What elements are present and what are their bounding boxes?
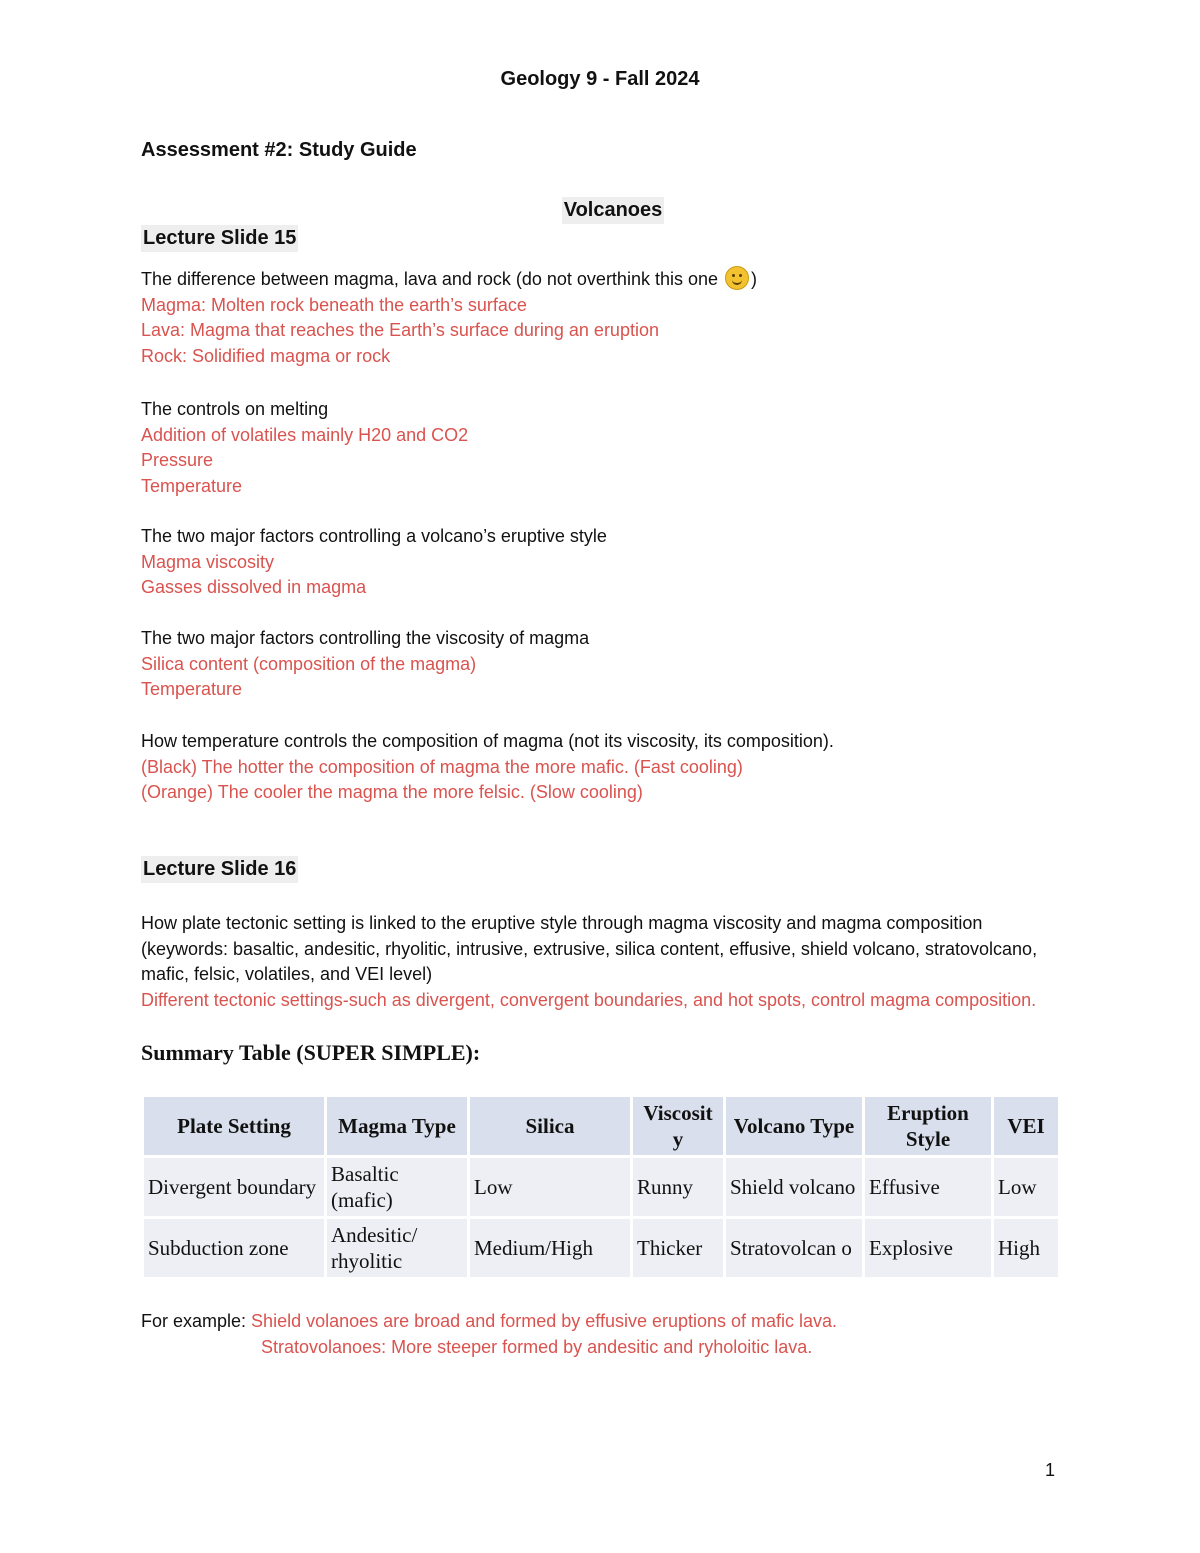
q1-answer-rock: Rock: Solidified magma or rock [141,345,391,366]
q5-answer-hotter: (Black) The hotter the composition of magma the more mafic. (Fast cooling) [141,756,743,777]
slightly-smiling-face-icon [725,266,749,290]
q3-prompt: The two major factors controlling a volcano’s eruptive style [141,526,607,546]
slide16-prompt: How plate tectonic setting is linked to the eruptive style through magma viscosity and magma composition (keywords: basaltic, andesitic, rhyolitic, intrusive, extrusive, silica content, effusive, shield volcano, stratovolcano, mafic, felsic, volatiles, and VEI level) [141,913,1038,984]
table-cell: Thicker [633,1219,723,1277]
example-strato: Stratovolanoes: More steeper formed by andesitic and ryholoitic lava. [261,1336,813,1357]
q1-prompt-text: The difference between magma, lava and rock (do not overthink this one [141,269,724,289]
q5-prompt: How temperature controls the composition of magma (not its viscosity, its composition). [141,731,834,751]
slide16-question [141,911,1061,1013]
q4-answer-silica: Silica content (composition of the magma) [141,653,477,674]
slide15-q2 [141,397,468,499]
table-cell: Effusive [865,1158,991,1216]
q5-answer-cooler: (Orange) The cooler the magma the more felsic. (Slow cooling) [141,782,643,802]
slide16-answer: Different tectonic settings-such as divergent, convergent boundaries, and hot spots, control magma composition. [141,989,1037,1010]
table-cell: Stratovolcan o [726,1219,862,1277]
table-cell: Subduction zone [144,1219,324,1277]
col-magma-type: Magma Type [327,1097,467,1155]
col-plate-setting: Plate Setting [144,1097,324,1155]
slide15-q3 [141,524,607,601]
summary-table-title: Summary Table (SUPER SIMPLE): [141,1040,481,1065]
col-volcano-type: Volcano Type [726,1097,862,1155]
table-row [144,1158,1058,1216]
section-title: Volcanoes [562,197,665,224]
q3-answer-gasses: Gasses dissolved in magma [141,577,367,597]
table-cell: Runny [633,1158,723,1216]
table-cell: Explosive [865,1219,991,1277]
q2-answer-temperature: Temperature [141,475,243,496]
q4-prompt: The two major factors controlling the viscosity of magma [141,628,590,648]
table-cell: Andesitic/ rhyolitic [327,1219,467,1277]
examples-block [141,1309,837,1360]
table-cell: High [994,1219,1058,1277]
col-vei: VEI [994,1097,1058,1155]
assessment-title: Assessment #2: Study Guide [141,139,417,161]
slide15-q1 [141,266,757,369]
page-number: 1 [1045,1460,1056,1480]
q2-answer-pressure: Pressure [141,450,214,470]
slide15-heading: Lecture Slide 15 [141,225,298,252]
course-title: Geology 9 - Fall 2024 [500,68,700,90]
q1-prompt-close: ) [751,269,758,289]
example-line-1 [141,1309,837,1335]
table-cell: Medium/High [470,1219,630,1277]
table-cell: Low [470,1158,630,1216]
q2-answer-volatiles: Addition of volatiles mainly H20 and CO2 [141,424,469,445]
q2-prompt: The controls on melting [141,399,329,419]
slide15-q4 [141,626,589,703]
example-label: For example: [141,1311,252,1331]
summary-table [141,1094,1061,1280]
q1-answer-lava: Lava: Magma that reaches the Earth’s surface during an eruption [141,320,659,340]
q3-answer-viscosity: Magma viscosity [141,551,275,572]
example-shield: Shield volanoes are broad and formed by effusive eruptions of mafic lava. [251,1311,838,1331]
table-row [144,1219,1058,1277]
section-title-wrap [141,197,1085,224]
q1-answer-magma: Magma: Molten rock beneath the earth’s surface [141,294,527,315]
table-cell: Low [994,1158,1058,1216]
table-cell: Shield volcano [726,1158,862,1216]
table-header-row [144,1097,1058,1155]
col-eruption-style: Eruption Style [865,1097,991,1155]
q1-prompt [141,266,757,293]
q4-answer-temperature: Temperature [141,679,243,699]
col-viscosity: Viscosit y [633,1097,723,1155]
col-silica: Silica [470,1097,630,1155]
table-cell: Divergent boundary [144,1158,324,1216]
slide15-q5 [141,729,834,806]
table-cell: Basaltic (mafic) [327,1158,467,1216]
slide16-heading: Lecture Slide 16 [141,856,298,883]
